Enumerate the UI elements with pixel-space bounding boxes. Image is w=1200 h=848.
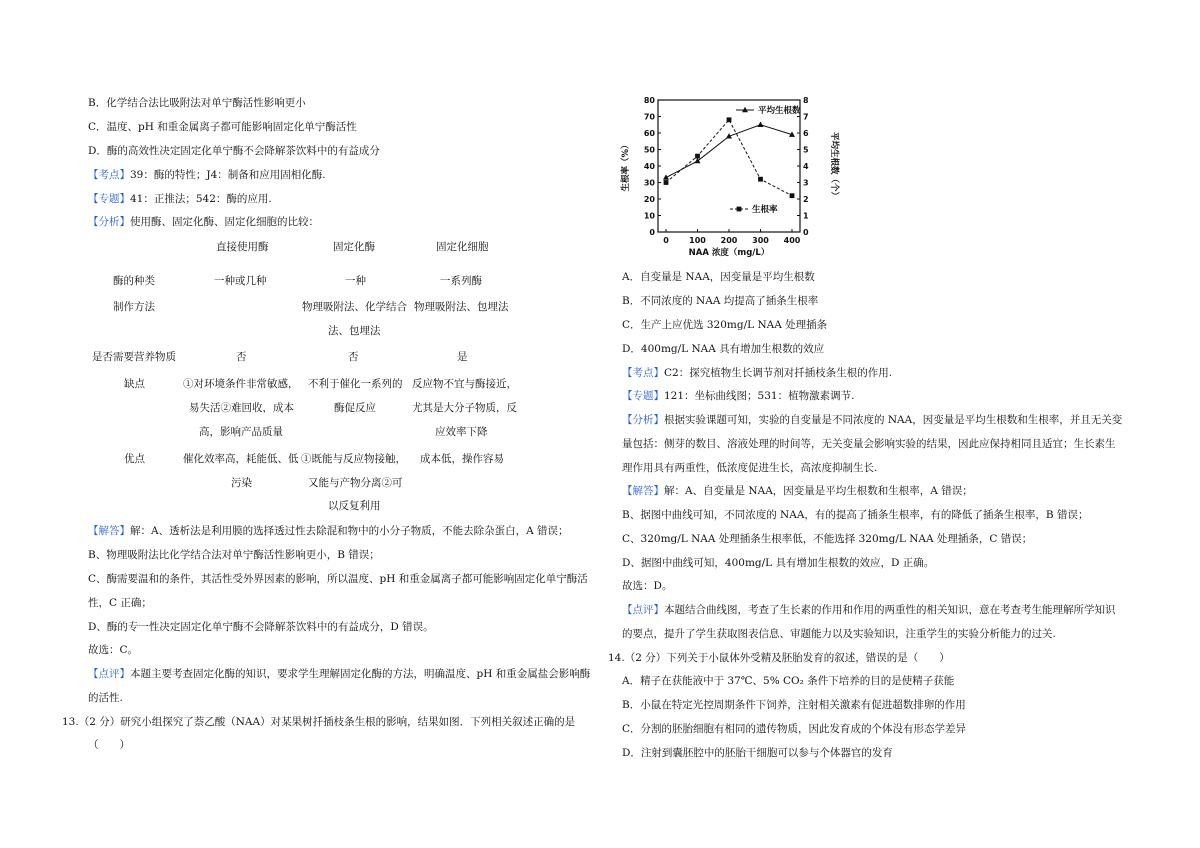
option-d: D．酶的高效性决定固定化单宁酶不会降解茶饮料中的有益成分 xyxy=(88,145,380,157)
y-right-tick-label: 1 xyxy=(803,211,809,221)
legend-label: 平均生根数 xyxy=(758,106,801,116)
legend-label: 生根率 xyxy=(752,205,778,215)
q14-option-b: B．小鼠在特定光控周期条件下饲养，注射相关激素有促进超数排卵的作用 xyxy=(622,699,966,711)
fenxi-tag: 【分析】 xyxy=(88,216,130,228)
kaodian-tag: 【考点】 xyxy=(88,169,130,181)
table-cell: 物理吸附法、包埋法 xyxy=(414,301,509,313)
y-right-tick-label: 0 xyxy=(803,228,809,237)
x-tick-label: 0 xyxy=(663,236,669,245)
series-line-rooting-rate xyxy=(666,120,792,196)
dianping-line2: 的活性. xyxy=(88,692,123,704)
table-cell: 酶促反应 xyxy=(334,402,376,414)
y-right-axis-label: 平均生根数（个） xyxy=(829,131,839,201)
kaodian-text: C2：探究植物生长调节剂对扦插枝条生根的作用. xyxy=(664,367,893,379)
kaodian-text: 39：酶的特性；J4：制备和应用固相化酶. xyxy=(130,169,326,181)
triangle-point xyxy=(695,158,701,163)
y-right-tick-label: 3 xyxy=(803,178,809,188)
legend-square-icon xyxy=(737,207,742,212)
y-left-tick-label: 20 xyxy=(643,195,655,204)
kaodian-row xyxy=(88,168,326,182)
final-choice: 故选：C。 xyxy=(88,644,139,656)
table-cell: ①对环境条件非常敏感， xyxy=(183,378,299,390)
q13-option-c: C．生产上应优选 320mg/L NAA 处理插条 xyxy=(622,319,828,331)
y-right-tick-label: 6 xyxy=(803,129,809,138)
kaodian-tag: 【考点】 xyxy=(622,367,664,379)
table-cell: 否 xyxy=(348,351,359,363)
zhuanti-tag: 【专题】 xyxy=(88,193,130,205)
fenxi-text: 根据实验课题可知，实验的自变量是不同浓度的 NAA，因变量是平均生根数和生根率，并且无关变 xyxy=(664,414,1123,426)
dianping-tag: 【点评】 xyxy=(88,668,130,680)
fenxi-text: 使用酶、固定化酶、固定化细胞的比较： xyxy=(130,216,319,228)
table-cell: 易失活②难回收，成本 xyxy=(189,402,294,414)
table-cell: 一种 xyxy=(345,275,366,287)
r-answer-b: B、据图中曲线可知，不同浓度的 NAA，有的提高了插条生根率，有的降低了插条生根率，B 错误； xyxy=(622,509,1089,521)
y-left-tick-label: 10 xyxy=(643,211,655,221)
x-tick-label: 200 xyxy=(720,236,738,245)
table-cell: 反应物不宜与酶接近， xyxy=(412,378,517,390)
table-header: 直接使用酶 xyxy=(216,241,269,253)
table-cell: 以反复利用 xyxy=(328,500,381,512)
square-point xyxy=(664,180,669,185)
answer-b: B、物理吸附法比化学结合法对单宁酶活性影响更小，B 错误； xyxy=(88,549,380,561)
jieda-text: 解：A、自变量是 NAA，因变量是平均生根数和生根率，A 错误； xyxy=(664,485,973,497)
y-left-tick-label: 40 xyxy=(643,162,655,171)
jieda-tag: 【解答】 xyxy=(88,525,130,537)
r-dianping-row xyxy=(622,603,1116,617)
table-cell: 物理吸附法、化学结合 xyxy=(302,301,407,313)
dianping-tag: 【点评】 xyxy=(622,604,664,616)
table-cell: 尤其是大分子物质，反 xyxy=(412,402,517,414)
question-13-bracket: （ ） xyxy=(88,739,130,751)
answer-c-line1: C、酶需要温和的条件，其活性受外界因素的影响，所以温度、pH 和重金属离子都可能影响固定化单宁酶活 xyxy=(88,573,588,585)
table-header: 固定化细胞 xyxy=(436,241,489,253)
r-dianping-line2: 的要点，提升了学生获取图表信息、审题能力以及实验知识，注重学生的实验分析能力的过关. xyxy=(622,628,1056,640)
table-row-label: 酶的种类 xyxy=(113,275,155,287)
zhuanti-tag: 【专题】 xyxy=(622,390,664,402)
answer-c-line2: 性，C 正确； xyxy=(88,597,152,609)
y-left-tick-label: 70 xyxy=(643,112,655,122)
y-right-tick-label: 8 xyxy=(803,96,809,105)
zhuanti-row xyxy=(88,192,272,206)
table-cell: 污染 xyxy=(231,477,252,489)
square-point xyxy=(695,154,700,159)
q14-option-c: C．分割的胚胎细胞有相同的遗传物质，因此发育成的个体没有形态学差异 xyxy=(622,723,967,735)
table-cell: ①既能与反应物接触， xyxy=(301,453,406,465)
dianping-text: 本题主要考查固定化酶的知识，要求学生理解固定化酶的方法，明确温度、pH 和重金属盐会影响酶 xyxy=(130,668,591,680)
y-right-tick-label: 5 xyxy=(803,145,809,155)
option-b: B．化学结合法比吸附法对单宁酶活性影响更小 xyxy=(88,97,306,109)
table-cell: 否 xyxy=(236,351,247,363)
option-c: C．温度、pH 和重金属离子都可能影响固定化单宁酶活性 xyxy=(88,121,357,133)
dianping-row xyxy=(88,667,590,681)
table-row-label: 制作方法 xyxy=(113,301,155,313)
jieda-row xyxy=(88,524,569,538)
table-row-label: 是否需要营养物质 xyxy=(92,351,176,363)
x-tick-label: 300 xyxy=(752,236,769,245)
q14-option-d: D．注射到囊胚腔中的胚胎干细胞可以参与个体器官的发育 xyxy=(622,747,893,759)
r-fenxi-line3: 理作用具有两重性，低浓度促进生长，高浓度抑制生长. xyxy=(622,462,878,474)
table-cell: 应效率下降 xyxy=(435,426,488,438)
y-right-tick-label: 4 xyxy=(803,162,809,171)
r-fenxi-line2: 量包括：侧芽的数目、溶液处理的时间等，无关变量会影响实验的结果，因此应保持相同且适宜；生长素生 xyxy=(622,438,1116,450)
jieda-tag: 【解答】 xyxy=(622,485,664,497)
y-left-tick-label: 80 xyxy=(643,96,655,105)
answer-d: D、酶的专一性决定固定化单宁酶不会降解茶饮料中的有益成分，D 错误。 xyxy=(88,621,434,633)
x-tick-label: 400 xyxy=(783,236,801,245)
y-left-tick-label: 60 xyxy=(643,129,655,138)
r-final-choice: 故选：D。 xyxy=(622,580,673,592)
table-cell: 是 xyxy=(457,351,468,363)
table-cell: 一种或几种 xyxy=(214,275,267,287)
x-tick-label: 100 xyxy=(689,236,706,245)
table-cell: 成本低，操作容易 xyxy=(420,453,504,465)
naa-chart xyxy=(620,88,840,266)
square-point xyxy=(758,177,763,182)
triangle-point xyxy=(663,174,669,179)
r-kaodian-row xyxy=(622,366,892,380)
jieda-text: 解：A、透析法是利用膜的选择透过性去除混和物中的小分子物质，不能去除杂蛋白，A 错误； xyxy=(130,525,569,537)
fenxi-tag: 【分析】 xyxy=(622,414,664,426)
q13-option-a: A．自变量是 NAA，因变量是平均生根数 xyxy=(622,271,815,283)
table-cell: 法、包埋法 xyxy=(328,325,381,337)
x-axis-label: NAA 浓度（mg/L） xyxy=(688,248,770,258)
y-left-tick-label: 50 xyxy=(643,145,655,155)
q14-option-a: A．精子在获能液中于 37℃、5% CO₂ 条件下培养的目的是使精子获能 xyxy=(622,675,955,687)
r-fenxi-row xyxy=(622,413,1122,427)
series-line-root-number xyxy=(666,125,792,178)
y-left-tick-label: 0 xyxy=(649,228,655,237)
r-answer-d: D、据图中曲线可知，400mg/L 具有增加生根数的效应，D 正确。 xyxy=(622,557,935,569)
question-14: 14.（2 分）下列关于小鼠体外受精及胚胎发育的叙述，错误的是（ ） xyxy=(608,652,950,664)
question-13: 13.（2 分）研究小组探究了萘乙酸（NAA）对某果树扦插枝条生根的影响，结果如图．下列相关叙述正确的是 xyxy=(62,716,576,728)
q13-option-d: D．400mg/L NAA 具有增加生根数的效应 xyxy=(622,343,825,355)
q13-option-b: B．不同浓度的 NAA 均提高了插条生根率 xyxy=(622,295,819,307)
zhuanti-text: 41：正推法；542：酶的应用. xyxy=(130,193,272,205)
chart-marks xyxy=(663,105,801,215)
r-zhuanti-row xyxy=(622,389,854,403)
table-row-label: 缺点 xyxy=(124,378,145,390)
square-point xyxy=(790,193,795,198)
table-cell: 催化效率高，耗能低、低 xyxy=(183,453,299,465)
square-point xyxy=(727,117,732,122)
y-right-tick-label: 2 xyxy=(803,195,809,204)
table-cell: 不利于催化一系列的 xyxy=(308,378,403,390)
y-left-tick-label: 30 xyxy=(643,178,655,188)
dianping-text: 本题结合曲线图，考查了生长素的作用和作用的两重性的相关知识，意在考查考生能理解所学知识 xyxy=(664,604,1116,616)
y-right-tick-label: 7 xyxy=(803,112,809,122)
table-cell: 又能与产物分离②可 xyxy=(308,477,403,489)
triangle-point xyxy=(758,122,764,127)
table-header: 固定化酶 xyxy=(333,241,375,253)
zhuanti-text: 121：坐标曲线图；531：植物激素调节. xyxy=(664,390,855,402)
r-answer-c: C、320mg/L NAA 处理插条生根率低，不能选择 320mg/L NAA 处理插条，C 错误； xyxy=(622,533,1033,545)
table-cell: 高，影响产品质量 xyxy=(199,426,283,438)
y-left-axis-label: 生根率（%） xyxy=(621,140,631,192)
fenxi-row xyxy=(88,215,319,229)
table-row-label: 优点 xyxy=(124,453,145,465)
r-jieda-row xyxy=(622,484,973,498)
table-cell: 一系列酶 xyxy=(440,275,482,287)
